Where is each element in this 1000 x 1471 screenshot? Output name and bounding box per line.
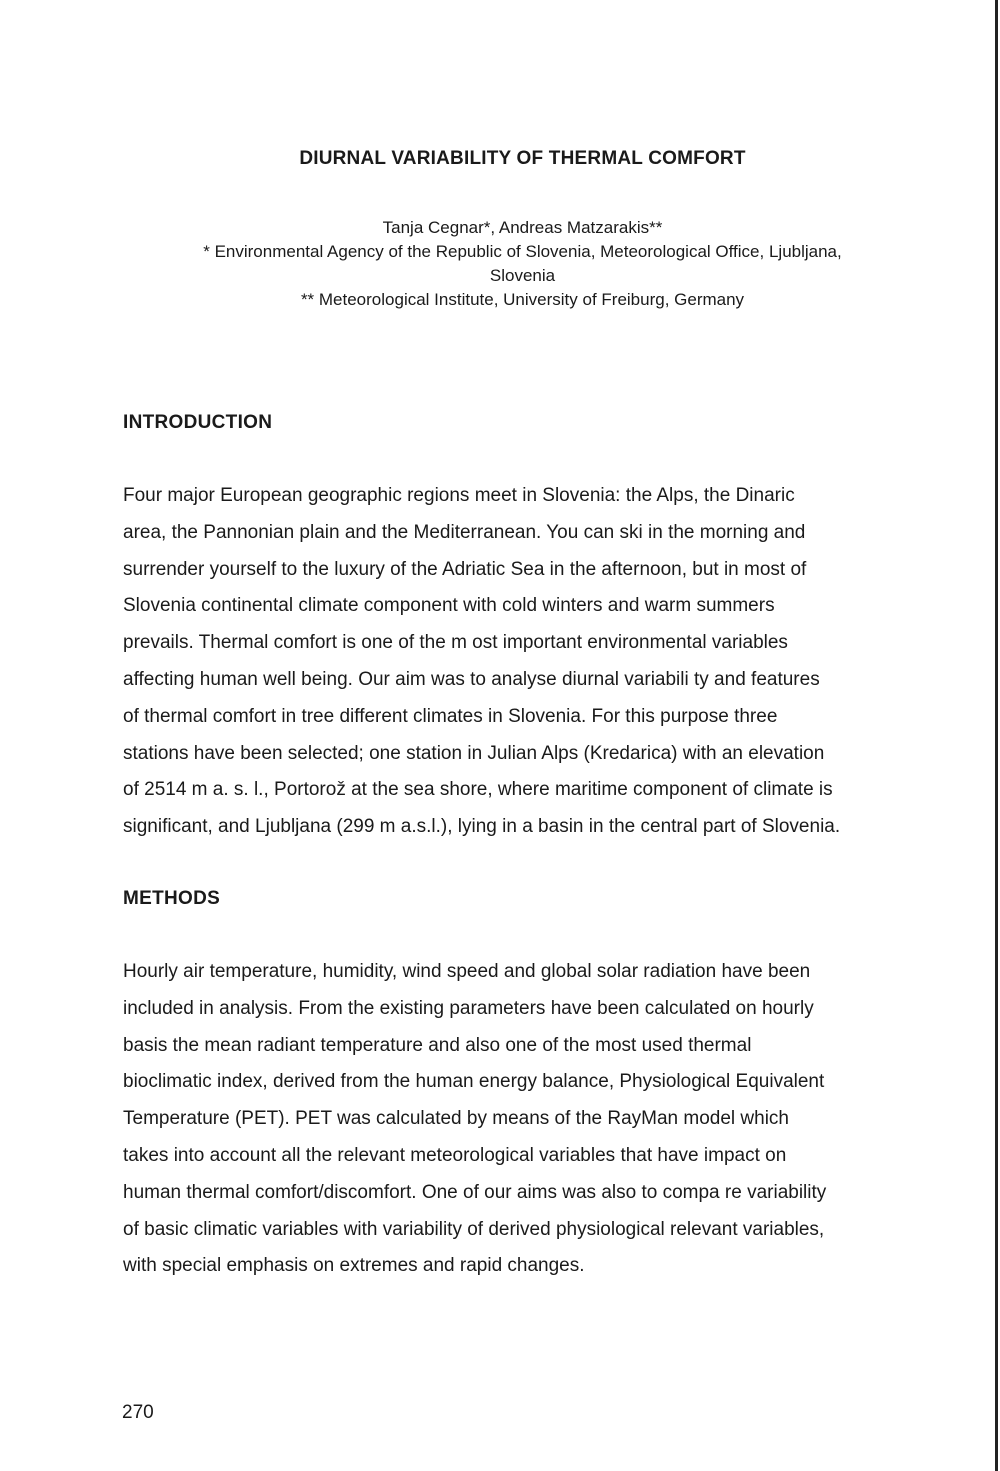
methods-paragraph [123,954,923,1285]
paragraph-line: surrender yourself to the luxury of the Adriatic Sea in the afternoon, but in most of [123,558,807,580]
paragraph-line: prevails. Thermal comfort is one of the m ost important environmental variables [123,632,788,654]
paragraph-line: human thermal comfort/discomfort. One of our aims was also to compa re variability [123,1181,827,1203]
page-number: 270 [122,1402,154,1423]
author-block [0,216,1000,312]
paragraph-line: of thermal comfort in tree different climates in Slovenia. For this purpose three [123,705,778,727]
paragraph-line: basis the mean radiant temperature and also one of the most used thermal [123,1034,752,1056]
paragraph-line: of 2514 m a. s. l., Portorož at the sea shore, where maritime component of climate is [123,779,833,801]
paragraph-line: included in analysis. From the existing parameters have been calculated on hourly [123,997,814,1019]
paragraph-line: takes into account all the relevant meteorological variables that have impact on [123,1144,787,1166]
paragraph-line: stations have been selected; one station in Julian Alps (Kredarica) with an elevation [123,742,825,764]
affiliation-1-line-2: Slovenia [489,266,556,285]
paragraph-line: area, the Pannonian plain and the Mediterranean. You can ski in the morning and [123,521,806,543]
paragraph-line: of basic climatic variables with variability of derived physiological relevant variables, [123,1218,825,1240]
affiliation-1-line-1: * Environmental Agency of the Republic of Slovenia, Meteorological Office, Ljubljana, [203,242,842,261]
paragraph-line: bioclimatic index, derived from the human energy balance, Physiological Equivalent [123,1071,825,1093]
introduction-heading: INTRODUCTION [123,412,273,433]
affiliation-2: ** Meteorological Institute, University of Freiburg, Germany [300,290,745,309]
paragraph-line: Four major European geographic regions meet in Slovenia: the Alps, the Dinaric [123,485,795,506]
methods-heading: METHODS [123,888,221,909]
paragraph-line: affecting human well being. Our aim was to analyse diurnal variabili ty and features [123,668,820,690]
paragraph-line: with special emphasis on extremes and rapid changes. [123,1255,585,1277]
paragraph-line: Temperature (PET). PET was calculated by means of the RayMan model which [123,1108,789,1130]
paragraph-line: significant, and Ljubljana (299 m a.s.l.), lying in a basin in the central part of Slovenia. [123,816,841,838]
introduction-paragraph [123,478,923,846]
paper-title: DIURNAL VARIABILITY OF THERMAL COMFORT [299,148,746,169]
paragraph-line: Slovenia continental climate component with cold winters and warm summers [123,595,775,617]
author-names: Tanja Cegnar*, Andreas Matzarakis** [382,218,663,237]
paragraph-line: Hourly air temperature, humidity, wind speed and global solar radiation have been [123,961,811,982]
